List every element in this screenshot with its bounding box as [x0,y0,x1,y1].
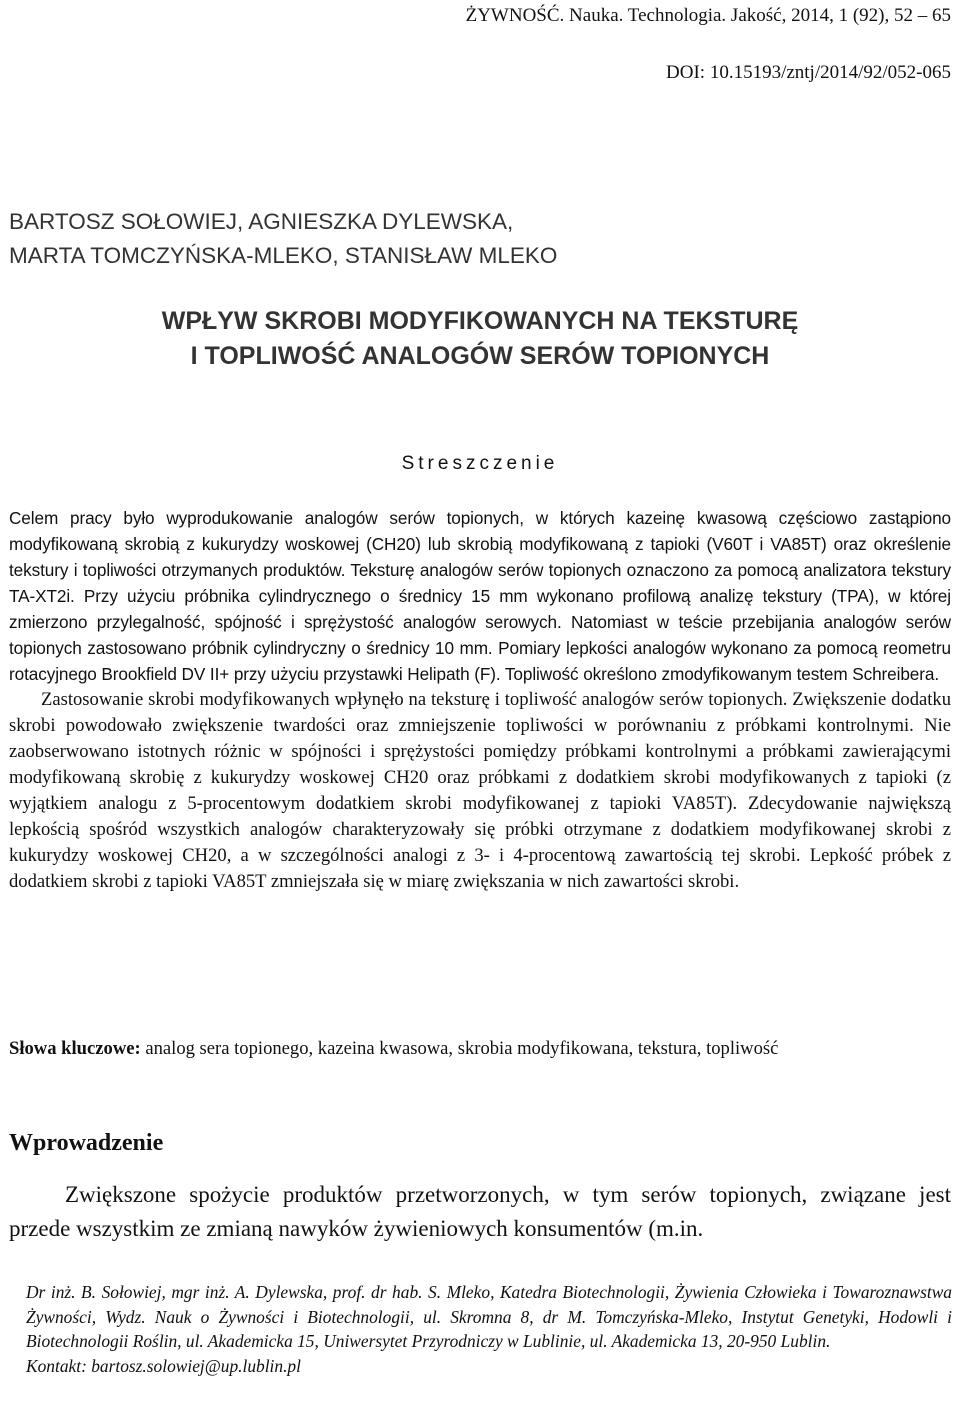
authors-line-1: BARTOSZ SOŁOWIEJ, AGNIESZKA DYLEWSKA, [9,209,514,234]
keywords [9,1036,951,1062]
abstract-heading: Streszczenie [401,453,559,474]
journal-citation: ŻYWNOŚĆ. Nauka. Technologia. Jakość, 2014, 1 (92), 52 – 65 [465,5,951,26]
footnote-contact: Kontakt: bartosz.solowiej@up.lublin.pl [26,1355,301,1376]
keywords-text: analog sera topionego, kazeina kwasowa, skrobia modyfikowana, tekstura, topliwość [140,1038,779,1059]
introduction-body [9,1178,951,1246]
authors-line-2: MARTA TOMCZYŃSKA-MLEKO, STANISŁAW MLEKO [9,243,558,268]
author-list [9,205,557,273]
section-heading-introduction: Wprowadzenie [9,1130,164,1156]
title-line-2: I TOPLIWOŚĆ ANALOGÓW SERÓW TOPIONYCH [190,342,770,370]
keywords-label: Słowa kluczowe: [9,1038,141,1059]
abstract-paragraph-2: Zastosowanie skrobi modyfikowanych wpłynęło na teksturę i topliwość analogów serów topionych. Zwiększenie dodatku skrobi powodowało zwiększenie twardości oraz zmniejszenie topliwości w porównaniu z próbkami kontrolnymi. Nie zaobserwowano istotnych różnic w spójności i sprężystości pomiędzy próbkami kontrolnymi a próbkami zawierającymi modyfikowaną skrobię z kukurydzy woskowej CH20 oraz próbkami z dodatkiem skrobi modyfikowanych z tapioki (z wyjątkiem analogu z 5-procentowym dodatkiem skrobi modyfikowanej z tapioki VA85T). Zdecydowanie największą lepkością spośród wszystkich analogów charakteryzowały się próbki otrzymane z dodatkiem modyfikowanej skrobi z kukurydzy woskowej CH20, a w szczególności analogi z 3- i 4-procentową zawartością tej skrobi. Lepkość próbek z dodatkiem skrobi z tapioki VA85T zmniejszała się w miarę zwiększania w nich zawartości skrobi. [9,689,951,892]
abstract-paragraph-1: Celem pracy było wyprodukowanie analogów serów topionych, w których kazeinę kwasową częściowo zastąpiono modyfikowaną skrobią z kukurydzy woskowej (CH20) lub skrobią modyfikowaną z tapioki (V60T i VA85T) oraz określenie tekstury i topliwości otrzymanych produktów. Teksturę analogów serów topionych oznaczono za pomocą analizatora tekstury TA-XT2i. Przy użyciu próbnika cylindrycznego o średnicy 15 mm wykonano profilową analizę tekstury (TPA), w której zmierzono przylegalność, spójność i sprężystość analogów serowych. Natomiast w teście przebijania analogów serów topionych zastosowano próbnik cylindryczny o średnicy 10 mm. Pomiary lepkości analogów wykonano za pomocą reometru rotacyjnego Brookfield DV II+ przy użyciu przystawki Helipath (F). Topliwość określono zmodyfikowanym testem Schreibera. [9,508,951,684]
abstract [9,505,951,895]
introduction-paragraph: Zwiększone spożycie produktów przetworzonych, w tym serów topionych, związane jest przede wszystkim ze zmianą nawyków żywieniowych konsumentów (m.in. [9,1182,951,1241]
author-footnote [26,1280,952,1378]
title-line-1: WPŁYW SKROBI MODYFIKOWANYCH NA TEKSTURĘ [161,307,799,335]
article-title [0,304,960,374]
footnote-affiliation: Dr inż. B. Sołowiej, mgr inż. A. Dylewska, prof. dr hab. S. Mleko, Katedra Biotechnologii, Żywienia Człowieka i Towaroznawstwa Żywności, Wydz. Nauk o Żywności i Biotechnologii, ul. Skromna 8, dr M. Tomczyńska-Mleko, Instytut Genetyki, Hodowli i Biotechnologii Roślin, ul. Akademicka 15, Uniwersytet Przyrodniczy w Lublinie, ul. Akademicka 13, 20-950 Lublin. [26,1282,952,1351]
doi: DOI: 10.15193/zntj/2014/92/052-065 [666,62,951,83]
